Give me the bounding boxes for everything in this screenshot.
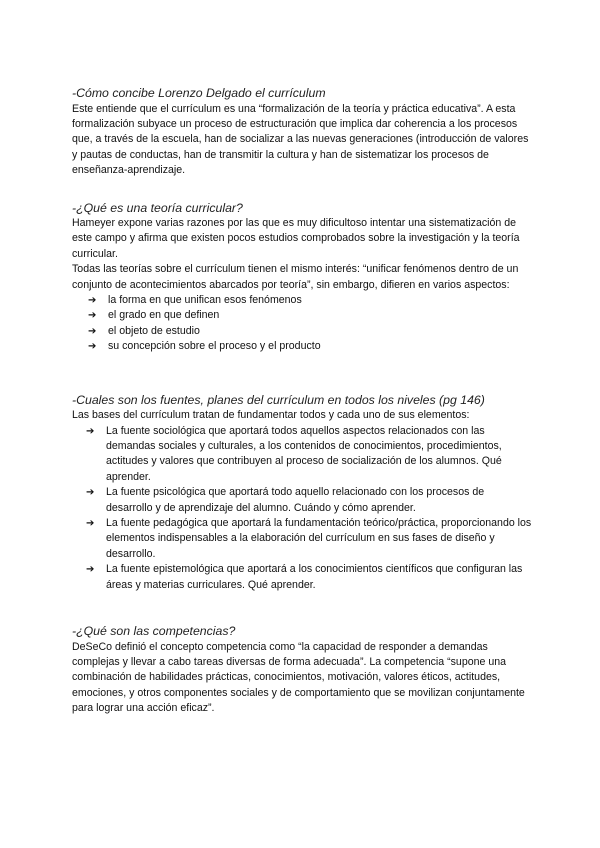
list-item [72,293,532,308]
list-item-text: su concepción sobre el proceso y el producto [108,340,321,353]
section-heading: -Cómo concibe Lorenzo Delgado el currículum [72,86,326,100]
list-item [72,485,532,516]
list-item [72,308,532,323]
list-item-text: el objeto de estudio [108,324,200,337]
paragraph: Hameyer expone varias razones por las que es muy dificultoso intentar una sistematización de este campo y afirma que existen pocos estudios comprobados sobre la investigación y la teoría curricular. [72,217,520,260]
arrow-icon: ➔ [88,310,97,322]
arrow-icon: ➔ [86,487,95,499]
paragraph: DeSeCo definió el concepto competencia como “la capacidad de responder a demandas complejas y llevar a cabo tareas diversas de forma adecuada”. La competencia “supone una combinación de habilidades prácticas, conocimientos, motivación, valores éticos, actitudes, emociones, y otros componentes sociales y de comportamiento que se movilizan conjuntamente para lograr una acción eficaz”. [72,640,525,715]
list-item-text: La fuente sociológica que aportará todos aquellos aspectos relacionados con las demandas sociales y culturales, a los contenidos de conocimientos, procedimientos, actitudes y valores que contribuyen al proceso de socialización de los alumnos. Qué aprender. [106,424,502,483]
section-heading: -¿Qué son las competencias? [72,624,236,639]
list-item-text: el grado en que definen [108,309,220,322]
list-item [72,424,532,486]
arrow-icon: ➔ [86,518,95,530]
document-page [72,86,532,717]
paragraph: Todas las teorías sobre el currículum tienen el mismo interés: “unificar fenómenos dentro de un conjunto de acontecimientos abarcados por teoría”, sin embargo, difieren en varios aspectos: [72,263,519,291]
list-item [72,324,532,339]
section-teoria-curricular [72,201,532,355]
arrow-icon: ➔ [88,325,97,337]
list-item-text: la forma en que unifican esos fenómenos [108,294,302,307]
bullet-list [72,293,532,355]
paragraph: Este entiende que el currículum es una “formalización de la teoría y práctica educativa”. A esta formalización subyace un proceso de estructuración que implica dar coherencia a los procesos que, a través de la escuela, han de socializar a las nuevas generaciones (introducción de valores y pautas de conductas, han de transmitir la cultura y han de sistematizar los procesos de enseñanza-aprendizaje. [72,102,529,177]
section-heading: -¿Qué es una teoría curricular? [72,200,243,215]
list-item-text: La fuente psicológica que aportará todo aquello relacionado con los procesos de desarrollo y de aprendizaje del alumno. Cuándo y cómo aprender. [106,486,485,514]
list-item [72,562,532,593]
arrow-icon: ➔ [86,425,95,437]
paragraph: Las bases del currículum tratan de fundamentar todos y cada uno de sus elementos: [72,409,470,422]
section-heading: -Cuales son los fuentes, planes del currículum en todos los niveles (pg 146) [72,392,485,407]
arrow-icon: ➔ [86,564,95,576]
bullet-list [72,424,532,593]
list-item-text: La fuente epistemológica que aportará a los conocimientos científicos que configuran las áreas y materias curriculares. Qué aprender. [106,563,523,591]
section-lorenzo-delgado [72,86,532,179]
arrow-icon: ➔ [88,341,97,353]
list-item [72,339,532,354]
section-fuentes-curriculum [72,393,532,593]
list-item [72,516,532,562]
list-item-text: La fuente pedagógica que aportará la fundamentación teórico/práctica, proporcionando los elementos indispensables a la elaboración del currículum en sus fases de diseño y desarrollo. [106,517,532,560]
arrow-icon: ➔ [88,295,97,307]
section-competencias [72,624,532,717]
